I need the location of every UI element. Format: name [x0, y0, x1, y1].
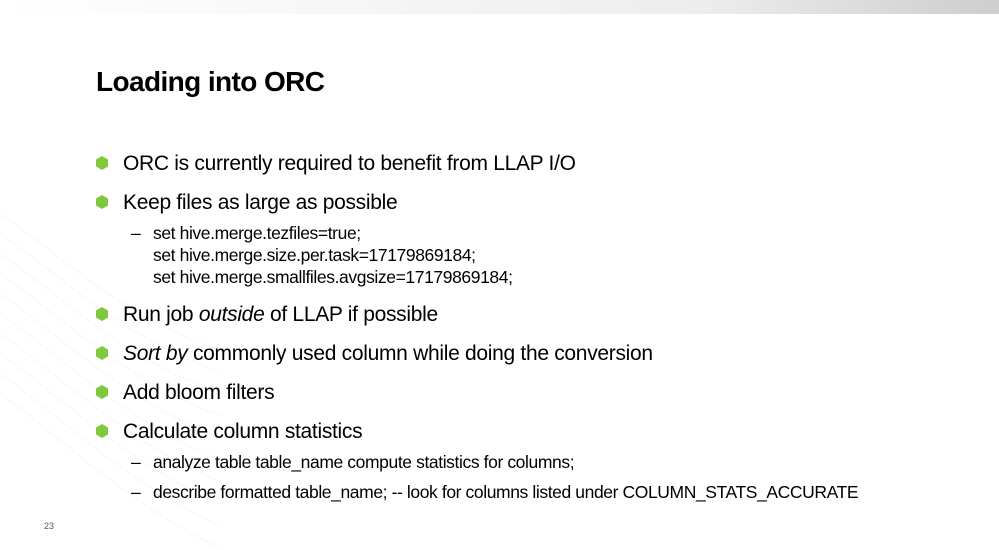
hexagon-bullet-icon	[96, 307, 108, 321]
bullet-text: Run job outside of LLAP if possible	[123, 303, 438, 326]
hexagon-bullet-icon	[96, 385, 108, 399]
code-line: set hive.merge.size.per.task=17179869184;	[153, 245, 476, 265]
top-shadow	[0, 0, 999, 14]
code-line: set hive.merge.tezfiles=true;	[153, 223, 361, 243]
code-line: analyze table table_name compute statistics for columns;	[153, 452, 575, 472]
sub-item-describe	[96, 481, 976, 503]
bullet-item	[96, 418, 976, 445]
bullet-list	[96, 150, 976, 503]
sub-item-merge-settings	[96, 222, 976, 288]
bullet-item	[96, 189, 976, 216]
bullet-text: ORC is currently required to benefit from LLAP I/O	[123, 152, 576, 175]
hexagon-bullet-icon	[96, 346, 108, 360]
code-line: describe formatted table_name; -- look for columns listed under COLUMN_STATS_ACCURATE	[153, 482, 859, 502]
dash-marker: –	[131, 223, 141, 243]
bullet-text: Keep files as large as possible	[123, 191, 398, 214]
bullet-item	[96, 379, 976, 406]
bullet-item	[96, 301, 976, 328]
bullet-text: Add bloom filters	[123, 381, 275, 404]
hexagon-bullet-icon	[96, 156, 108, 170]
sub-item-analyze	[96, 451, 976, 473]
dash-marker: –	[131, 482, 141, 502]
bullet-item	[96, 150, 976, 177]
page-number: 23	[44, 521, 55, 531]
dash-marker: –	[131, 452, 141, 472]
bullet-text: Calculate column statistics	[123, 420, 363, 443]
slide-title: Loading into ORC	[96, 66, 325, 97]
code-line: set hive.merge.smallfiles.avgsize=17179869184;	[153, 267, 513, 287]
bullet-text: Sort by commonly used column while doing the conversion	[123, 342, 653, 365]
hexagon-bullet-icon	[96, 424, 108, 438]
bullet-item	[96, 340, 976, 367]
hexagon-bullet-icon	[96, 195, 108, 209]
